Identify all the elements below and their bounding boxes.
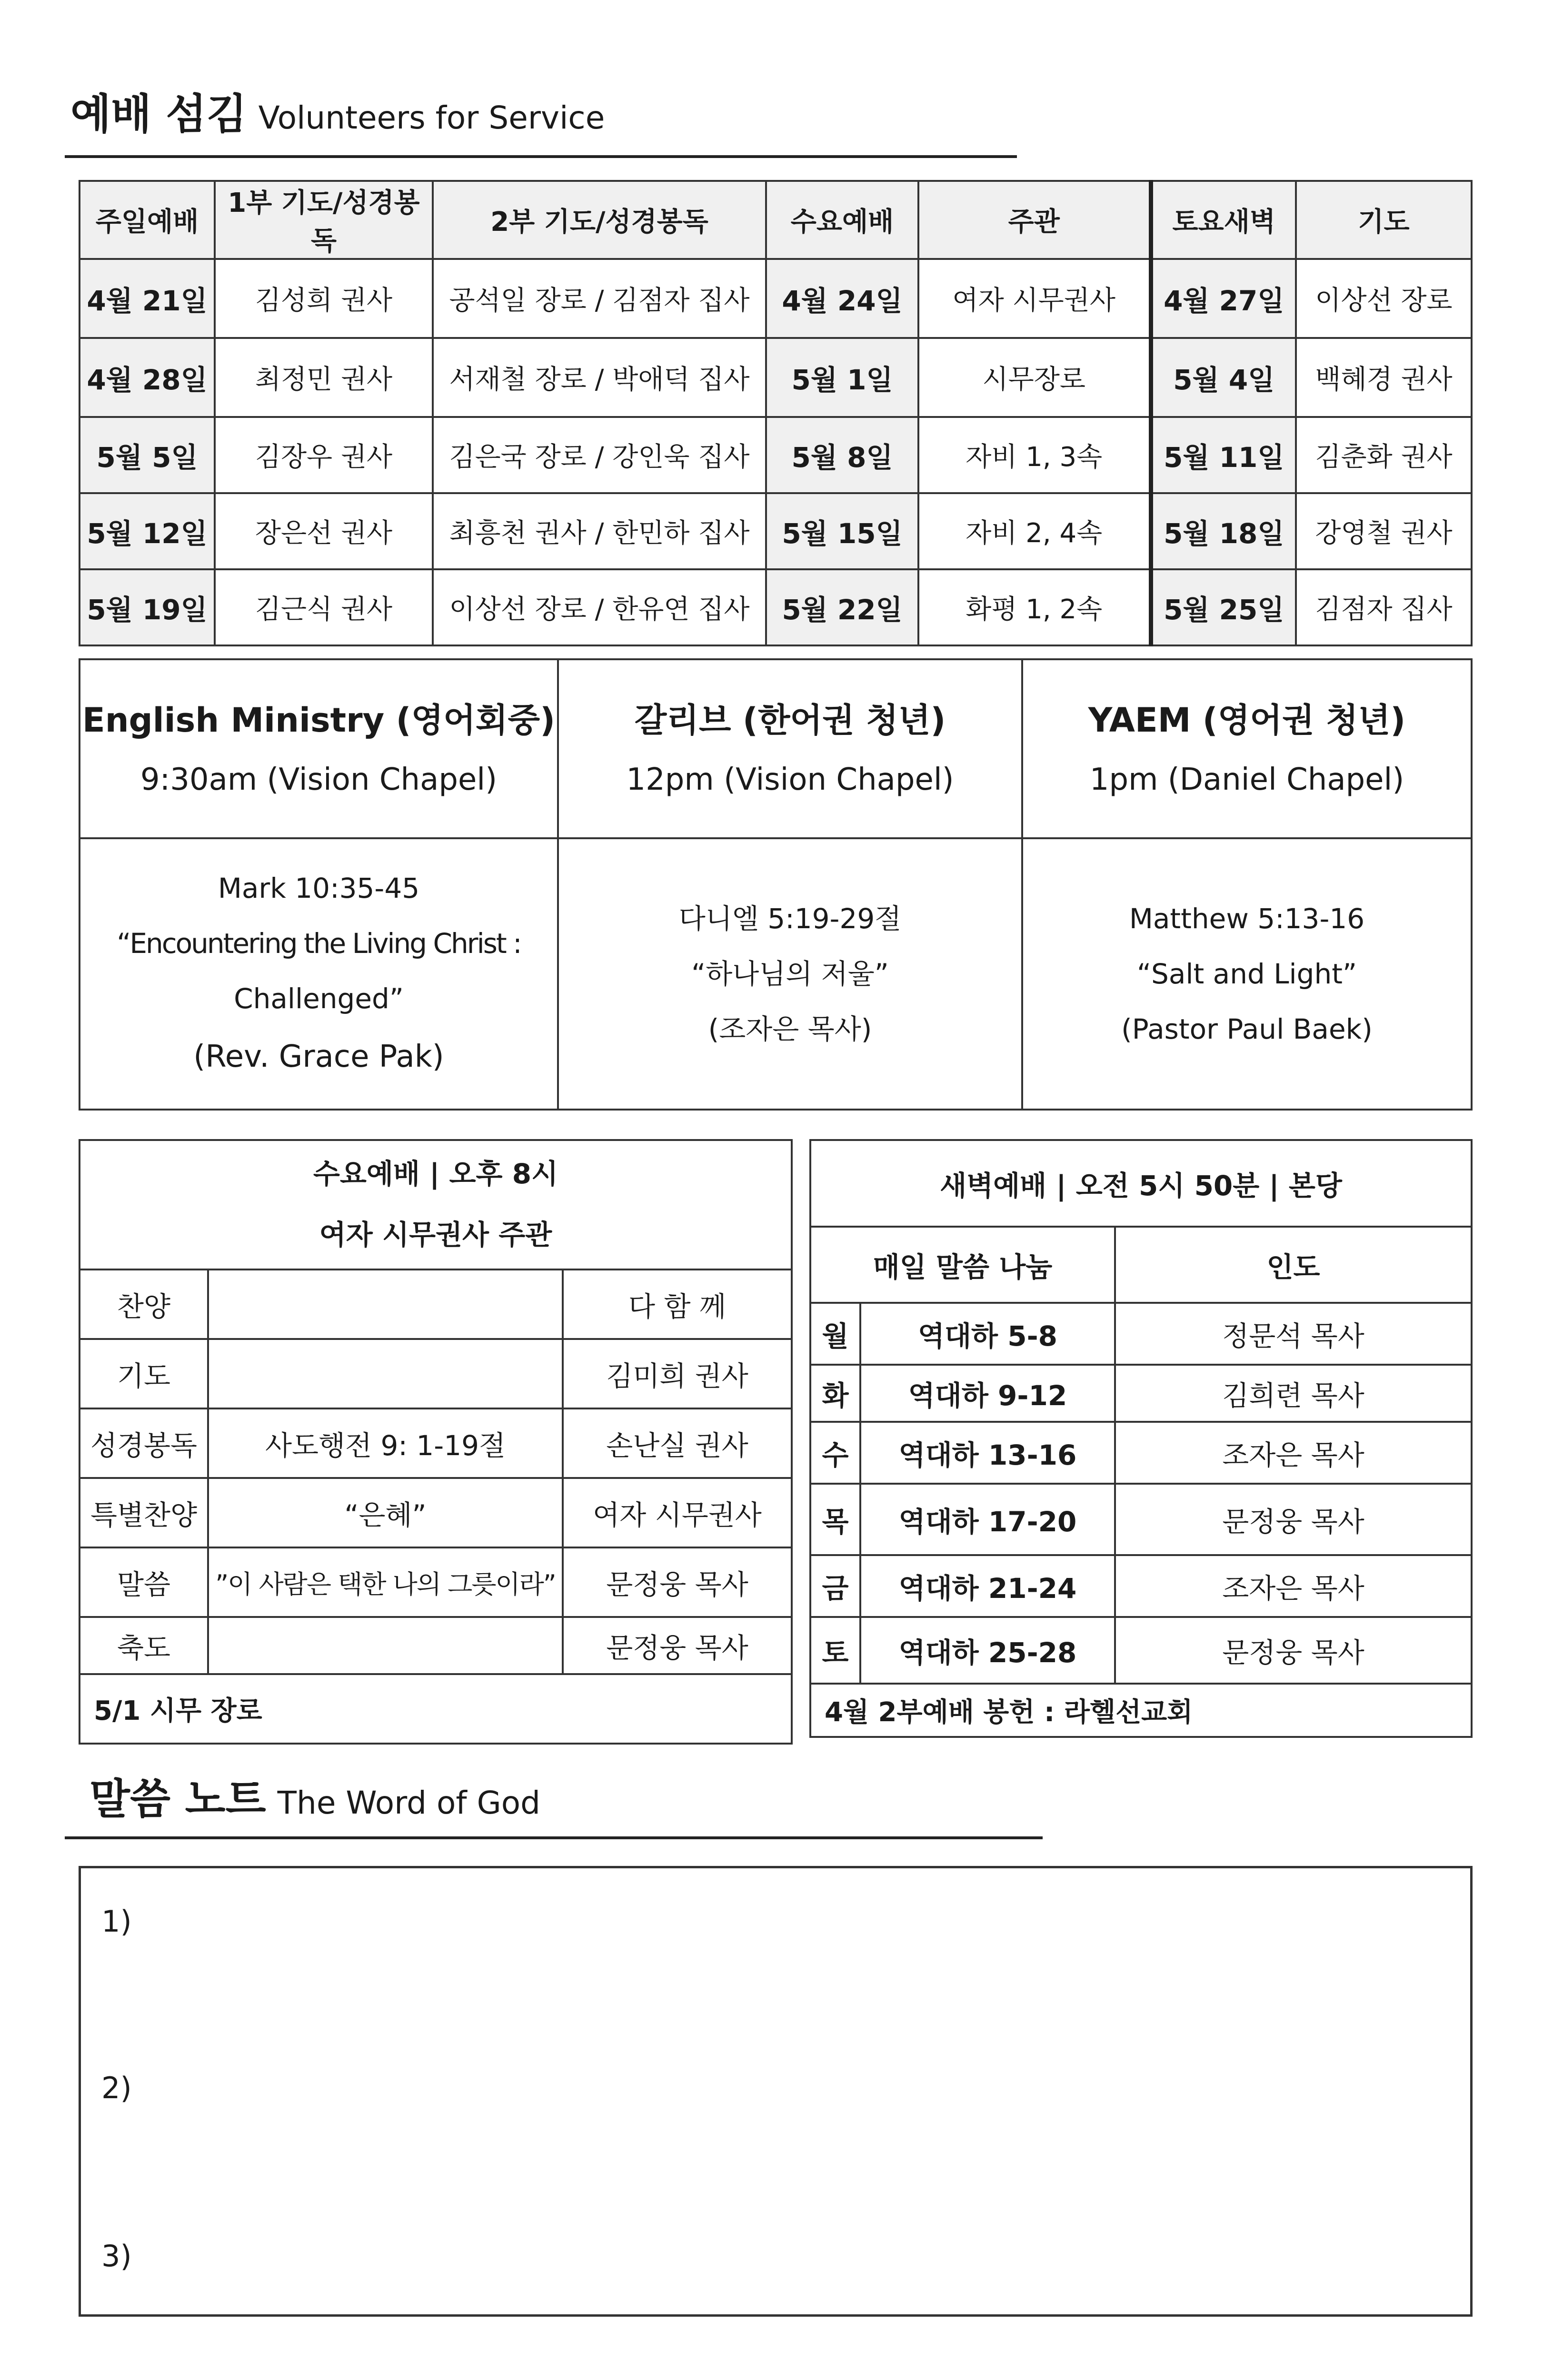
wednesday-header [80, 1140, 792, 1269]
order-content [208, 1269, 563, 1339]
daily-reading: 역대하 17-20 [860, 1484, 1115, 1555]
wednesday-footer-row [80, 1674, 792, 1744]
order-leader: 문정웅 목사 [563, 1547, 792, 1617]
sermon-line: “Encountering the Living Christ : [117, 927, 521, 960]
wednesday-table [79, 1139, 793, 1745]
notes-rule [65, 1836, 1043, 1839]
saturday-prayer: 김춘화 권사 [1296, 417, 1472, 493]
note-item-3: 3) [101, 2239, 132, 2273]
first-service-prayer: 장은선 권사 [215, 493, 433, 569]
dawn-col-reading: 매일 말씀 나눔 [810, 1227, 1115, 1303]
wednesday-host: 화평 1, 2속 [918, 569, 1151, 645]
dawn-column-row [810, 1227, 1472, 1303]
order-leader: 손난실 권사 [563, 1408, 792, 1478]
table-row [80, 1339, 792, 1408]
ministry-time: 9:30am (Vision Chapel) [140, 762, 498, 797]
order-leader: 김미희 권사 [563, 1339, 792, 1408]
table-row [810, 1617, 1472, 1684]
order-content [208, 1339, 563, 1408]
ministries-table [79, 658, 1473, 1111]
sunday-date: 5월 19일 [80, 569, 215, 645]
order-leader: 여자 시무권사 [563, 1478, 792, 1547]
sunday-date: 5월 12일 [80, 493, 215, 569]
saturday-prayer: 이상선 장로 [1296, 259, 1472, 338]
sermon-line: Challenged” [234, 982, 404, 1015]
sermon-line: “Salt and Light” [1136, 958, 1357, 990]
saturday-prayer: 강영철 권사 [1296, 493, 1472, 569]
note-item-2: 2) [101, 2071, 132, 2105]
day-label: 수 [810, 1422, 860, 1484]
table-row [80, 1617, 792, 1674]
sermon-yaem [1022, 838, 1472, 1110]
saturday-date: 5월 11일 [1151, 417, 1296, 493]
day-label: 금 [810, 1555, 860, 1617]
ministries-header-row [80, 659, 1472, 838]
wednesday-header-host: 여자 시무권사 주관 [319, 1219, 552, 1251]
header-cell: 1부 기도/성경봉독 [215, 181, 433, 259]
volunteers-rule [65, 155, 1017, 158]
table-row [80, 493, 1472, 569]
daily-reading: 역대하 21-24 [860, 1555, 1115, 1617]
order-label: 기도 [80, 1339, 208, 1408]
saturday-date: 5월 4일 [1151, 338, 1296, 417]
note-item-1: 1) [101, 1904, 132, 1939]
dawn-leader: 김희련 목사 [1115, 1365, 1472, 1422]
header-cell: 2부 기도/성경봉독 [433, 181, 766, 259]
table-row [80, 338, 1472, 417]
wednesday-host: 자비 2, 4속 [918, 493, 1151, 569]
dawn-footer: 4월 2부예배 봉헌 : 라헬선교회 [810, 1684, 1472, 1737]
notes-title-ko: 말씀 노트 [90, 1775, 266, 1824]
header-cell: 주일예배 [80, 181, 215, 259]
ministry-name: YAEM (영어권 청년) [1088, 701, 1406, 740]
order-leader: 다 함 께 [563, 1269, 792, 1339]
order-content: 사도행전 9: 1-19절 [208, 1408, 563, 1478]
day-label: 화 [810, 1365, 860, 1422]
saturday-prayer: 백혜경 권사 [1296, 338, 1472, 417]
day-label: 월 [810, 1303, 860, 1365]
sunday-date: 5월 5일 [80, 417, 215, 493]
ministry-time: 1pm (Daniel Chapel) [1089, 762, 1404, 797]
table-row [810, 1484, 1472, 1555]
first-service-prayer: 김장우 권사 [215, 417, 433, 493]
header-cell: 수요예배 [766, 181, 918, 259]
table-row [810, 1365, 1472, 1422]
dawn-leader: 조자은 목사 [1115, 1555, 1472, 1617]
dawn-header-row [810, 1140, 1472, 1227]
first-service-prayer: 김성희 권사 [215, 259, 433, 338]
wednesday-date: 4월 24일 [766, 259, 918, 338]
table-row [80, 259, 1472, 338]
ministry-english [80, 659, 558, 838]
sunday-date: 4월 28일 [80, 338, 215, 417]
sermon-line: 다니엘 5:19-29절 [678, 902, 902, 935]
second-service-prayer: 공석일 장로 / 김점자 집사 [433, 259, 766, 338]
table-row [80, 569, 1472, 645]
daily-reading: 역대하 9-12 [860, 1365, 1115, 1422]
wednesday-date: 5월 15일 [766, 493, 918, 569]
saturday-date: 4월 27일 [1151, 259, 1296, 338]
table-row [80, 417, 1472, 493]
sunday-date: 4월 21일 [80, 259, 215, 338]
wednesday-host: 자비 1, 3속 [918, 417, 1151, 493]
dawn-leader: 정문석 목사 [1115, 1303, 1472, 1365]
volunteers-title-en: Volunteers for Service [258, 99, 605, 136]
header-cell: 기도 [1296, 181, 1472, 259]
saturday-date: 5월 25일 [1151, 569, 1296, 645]
header-cell: 주관 [918, 181, 1151, 259]
wednesday-footer: 5/1 시무 장로 [80, 1674, 792, 1744]
daily-reading: 역대하 5-8 [860, 1303, 1115, 1365]
second-service-prayer: 서재철 장로 / 박애덕 집사 [433, 338, 766, 417]
saturday-prayer: 김점자 집사 [1296, 569, 1472, 645]
ministry-galibe [558, 659, 1022, 838]
order-content: ”이 사람은 택한 나의 그릇이라” [208, 1547, 563, 1617]
volunteers-title-ko: 예배 섬김 [70, 89, 247, 139]
dawn-leader: 문정웅 목사 [1115, 1617, 1472, 1684]
order-label: 찬양 [80, 1269, 208, 1339]
day-label: 목 [810, 1484, 860, 1555]
header-cell: 토요새벽 [1151, 181, 1296, 259]
table-row [80, 1408, 792, 1478]
second-service-prayer: 이상선 장로 / 한유연 집사 [433, 569, 766, 645]
order-label: 축도 [80, 1617, 208, 1674]
ministries-sermon-row [80, 838, 1472, 1110]
dawn-leader: 조자은 목사 [1115, 1422, 1472, 1484]
sermon-line: (Pastor Paul Baek) [1121, 1013, 1373, 1045]
saturday-date: 5월 18일 [1151, 493, 1296, 569]
sermon-line: “하나님의 저울” [691, 958, 889, 990]
table-row [810, 1555, 1472, 1617]
table-row [810, 1422, 1472, 1484]
wednesday-date: 5월 22일 [766, 569, 918, 645]
sermon-line: (Rev. Grace Pak) [193, 1039, 444, 1074]
dawn-table [809, 1139, 1473, 1738]
order-label: 말씀 [80, 1547, 208, 1617]
sermon-english [80, 838, 558, 1110]
wednesday-host: 여자 시무권사 [918, 259, 1151, 338]
order-content [208, 1617, 563, 1674]
table-row [80, 1269, 792, 1339]
wednesday-header-row [80, 1140, 792, 1269]
order-label: 특별찬양 [80, 1478, 208, 1547]
table-row [80, 1547, 792, 1617]
day-label: 토 [810, 1617, 860, 1684]
ministry-name: English Ministry (영어회중) [82, 701, 556, 740]
first-service-prayer: 김근식 권사 [215, 569, 433, 645]
wednesday-date: 5월 8일 [766, 417, 918, 493]
order-label: 성경봉독 [80, 1408, 208, 1478]
dawn-leader: 문정웅 목사 [1115, 1484, 1472, 1555]
wednesday-header-time: 수요예배 | 오후 8시 [313, 1158, 558, 1190]
volunteers-header-row [80, 181, 1472, 259]
order-content: “은혜” [208, 1478, 563, 1547]
daily-reading: 역대하 25-28 [860, 1617, 1115, 1684]
first-service-prayer: 최정민 권사 [215, 338, 433, 417]
notes-title-en: The Word of God [277, 1785, 541, 1821]
ministry-name: 갈리브 (한어권 청년) [634, 701, 946, 740]
order-leader: 문정웅 목사 [563, 1617, 792, 1674]
table-row [80, 1478, 792, 1547]
wednesday-date: 5월 1일 [766, 338, 918, 417]
sermon-line: Mark 10:35-45 [218, 872, 420, 904]
volunteers-table [79, 180, 1473, 646]
table-row [810, 1303, 1472, 1365]
volunteers-heading [70, 81, 605, 141]
sermon-line: Matthew 5:13-16 [1129, 902, 1365, 935]
notes-box[interactable] [79, 1866, 1473, 2317]
dawn-header: 새벽예배 | 오전 5시 50분 | 본당 [810, 1140, 1472, 1227]
ministry-yaem [1022, 659, 1472, 838]
second-service-prayer: 최흥천 권사 / 한민하 집사 [433, 493, 766, 569]
second-service-prayer: 김은국 장로 / 강인욱 집사 [433, 417, 766, 493]
notes-heading [90, 1766, 540, 1826]
dawn-footer-row [810, 1684, 1472, 1737]
wednesday-host: 시무장로 [918, 338, 1151, 417]
dawn-col-leader: 인도 [1115, 1227, 1472, 1303]
ministry-time: 12pm (Vision Chapel) [626, 762, 954, 797]
daily-reading: 역대하 13-16 [860, 1422, 1115, 1484]
sermon-line: (조자은 목사) [708, 1013, 872, 1045]
sermon-galibe [558, 838, 1022, 1110]
